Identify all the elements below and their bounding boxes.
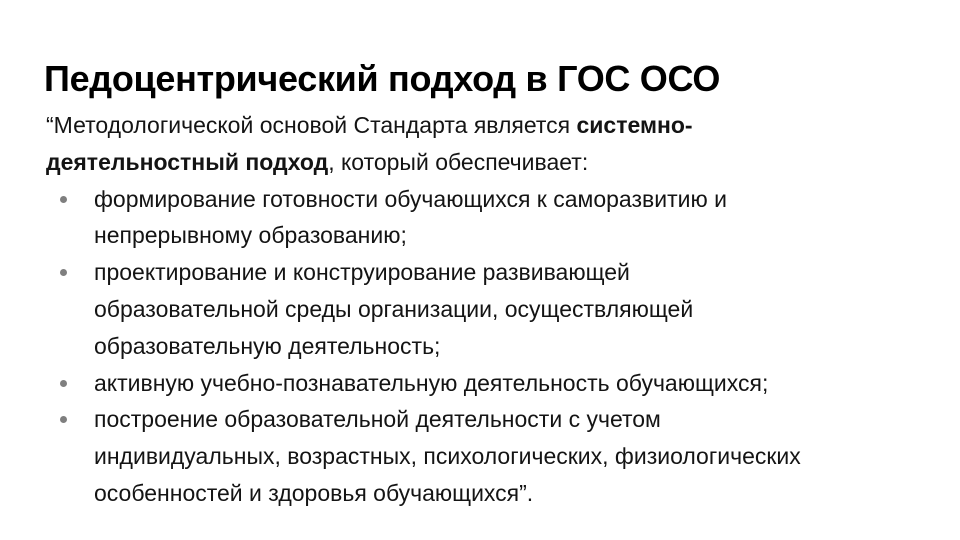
bullet-item xyxy=(46,365,936,402)
bullet-line: активную учебно-познавательную деятельность обучающихся; xyxy=(94,369,769,396)
bullet-line: построение образовательной деятельности с учетом xyxy=(94,406,661,433)
bullet-line: особенностей и здоровья обучающихся”. xyxy=(94,479,534,506)
intro-line2-regular: , который обеспечивает: xyxy=(328,148,589,175)
intro-line1-regular: “Методологической основой Стандарта является xyxy=(46,112,577,138)
bullet-dot xyxy=(60,269,67,276)
bullet-line: образовательной среды организации, осуществляющей xyxy=(94,295,694,322)
intro-line xyxy=(46,107,936,144)
slide-title: Педоцентрический подход в ГОС ОСО xyxy=(44,58,721,100)
bullet-line: проектирование и конструирование развивающей xyxy=(94,259,630,286)
intro-paragraph xyxy=(46,107,936,181)
intro-line1-bold: системно- xyxy=(576,112,693,138)
bullet-list xyxy=(46,181,936,512)
bullet-line: индивидуальных, возрастных, психологических, физиологических xyxy=(94,443,801,470)
intro-line xyxy=(46,144,936,181)
body-text-block xyxy=(46,107,936,512)
bullet-item xyxy=(46,181,936,255)
bullet-item xyxy=(46,401,936,511)
bullet-dot xyxy=(60,196,67,203)
bullet-item xyxy=(46,254,936,364)
bullet-dot xyxy=(60,416,67,423)
bullet-line: непрерывному образованию; xyxy=(94,222,407,249)
bullet-line: образовательную деятельность; xyxy=(94,332,441,359)
intro-line2-bold: деятельностный подход xyxy=(46,148,329,175)
bullet-line: формирование готовности обучающихся к саморазвитию и xyxy=(94,185,727,212)
bullet-dot xyxy=(60,380,67,387)
